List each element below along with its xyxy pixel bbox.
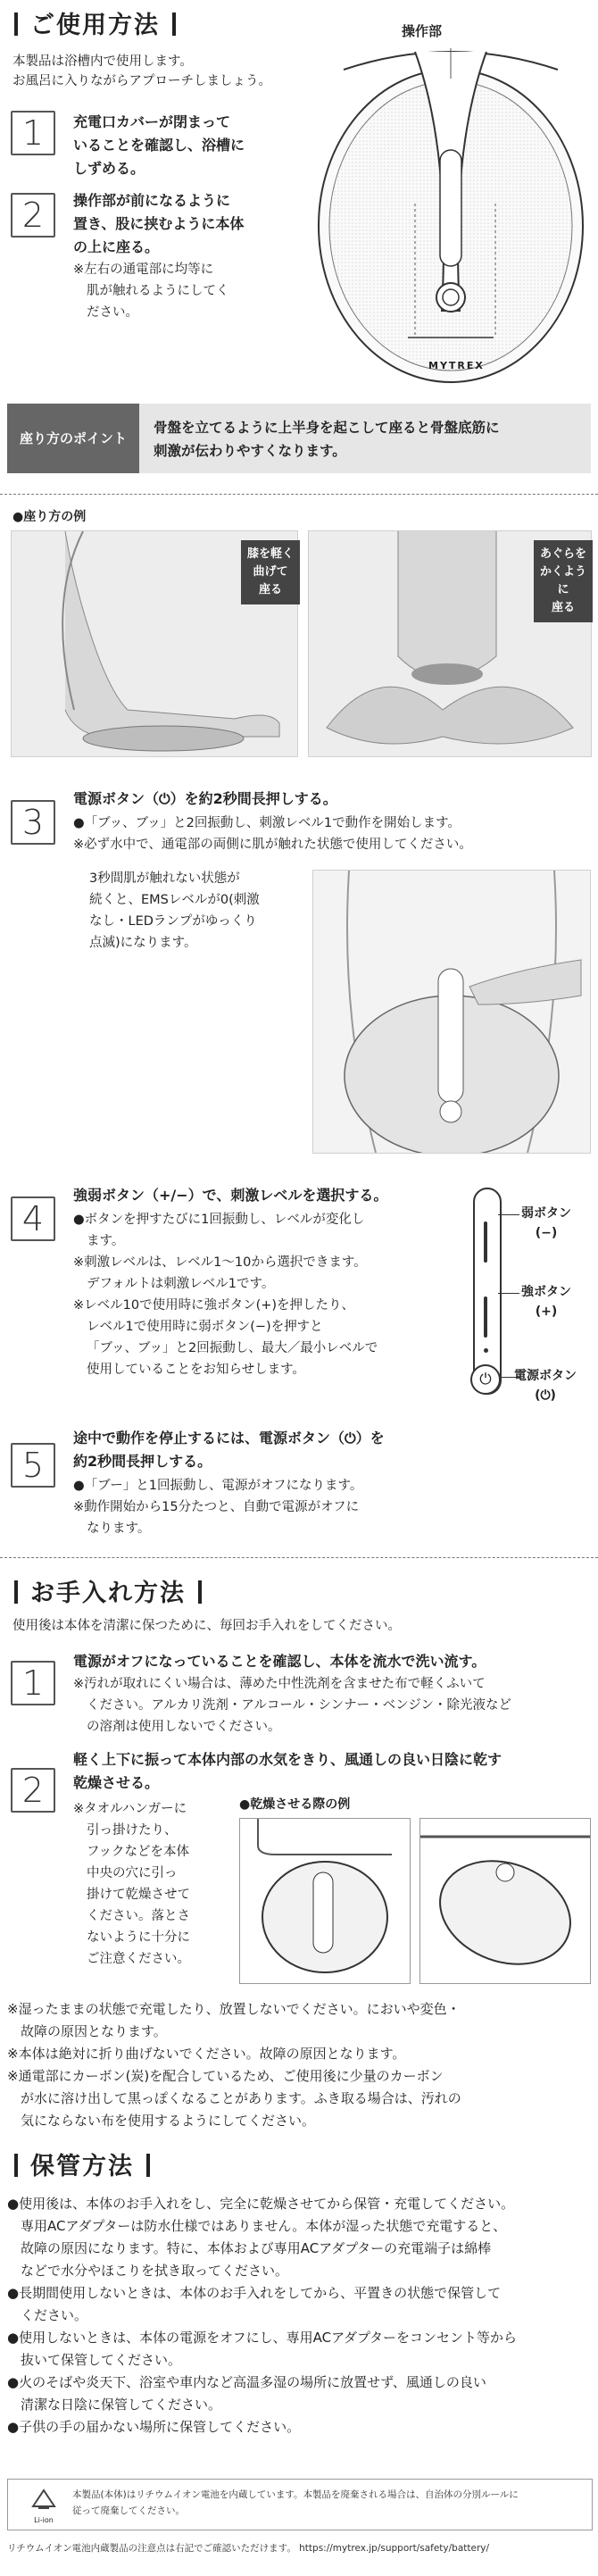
- weak-button-label: 弱ボタン (−): [521, 1206, 571, 1240]
- divider: [0, 1557, 598, 1558]
- care-step-1-notes: ※汚れが取れにくい場合は、薄めた中性洗剤を含ませた布で軽くふいて ください。アルカリ洗剤・アルコール・シンナー・ベンジン・除光液など の溶剤は使用しないでください。: [73, 1677, 511, 1734]
- care-section-title: お手入れ方法: [7, 1573, 202, 1608]
- tag-cross-legged: あぐらを かくように 座る: [534, 540, 593, 622]
- dry-example-label: ●乾燥させる際の例: [239, 1797, 351, 1812]
- tag-knees-bent: 膝を軽く 曲げて 座る: [241, 540, 300, 604]
- step-2-number: 2: [11, 193, 55, 238]
- step-3-bullets: ●「ブッ、ブッ」と2回振動し、刺激レベル1で動作を開始します。 ※必ず水中で、通電部の両側に肌が触れた状態で使用してください。: [73, 816, 472, 852]
- seating-example-label: ●座り方の例: [12, 510, 87, 524]
- care-step-1-number: 1: [11, 1661, 55, 1705]
- step-3-sub-note: 3秒間肌が触れない状態が 続くと、EMSレベルが0(刺激 なし・LEDランプがゆっくり 点滅)になります。: [89, 871, 260, 950]
- recycle-notice-text: 本製品(本体)はリチウムイオン電池を内蔵しています。本製品を廃棄される場合は、自治体の分別ルールに 従って廃棄してください。: [72, 2489, 519, 2516]
- recycle-notice-box: [7, 2479, 593, 2530]
- step-4-number: 4: [11, 1196, 55, 1241]
- storage-section-title: 保管方法: [7, 2147, 150, 2181]
- care-step-2-heading: 軽く上下に振って本体内部の水気をきり、風通しの良い日陰に乾す 乾燥させる。: [73, 1751, 502, 1791]
- strong-button-label: 強ボタン (+): [521, 1285, 571, 1319]
- step-5-notes: ●「ブー」と1回振動し、電源がオフになります。 ※動作開始から15分たつと、自動で電源がオフに なります。: [73, 1479, 363, 1536]
- step-2-text: 操作部が前になるように 置き、股に挟むように本体 の上に座る。: [73, 192, 245, 255]
- care-step-2-number: 2: [11, 1768, 55, 1813]
- device-brand: MYTREX: [428, 360, 485, 371]
- step-2-note: ※左右の通電部に均等に 肌が触れるようにしてく ださい。: [73, 263, 229, 320]
- step-5-number: 5: [11, 1443, 55, 1488]
- power-button-label: 電源ボタン (⏻): [514, 1369, 577, 1403]
- power-button-icon: ⏻: [470, 1364, 501, 1395]
- battery-footer-note: リチウムイオン電池内蔵製品の注意点は右記でご確認いただけます。 https://mytrex.jp/support/safety/battery/: [7, 2543, 490, 2554]
- divider: [0, 494, 598, 495]
- step-4-notes: ※刺激レベルは、レベル1～10から選択できます。 デフォルトは刺激レベル1です。 ※レベル10で使用時に強ボタン(+)を押したり、 レベル1で使用時に弱ボタン(−)を押すと 「ブッ、ブッ」と2回振動し、最大／最小レベルで 使用していることをお知らせします。: [73, 1255, 378, 1377]
- step-4-bullet: ●ボタンを押すたびに1回振動し、レベルが変化し ます。: [73, 1213, 365, 1248]
- recycle-icon: Li-ion: [26, 2487, 62, 2522]
- seating-point-box: [7, 404, 591, 473]
- step-3-number: 3: [11, 800, 55, 845]
- care-intro: 使用後は本体を清潔に保つために、毎回お手入れをしてください。: [12, 1619, 401, 1633]
- care-step-1-heading: 電源がオフになっていることを確認し、本体を流水で洗い流す。: [73, 1653, 486, 1670]
- step-5-heading: 途中で動作を停止するには、電源ボタン（⏻）を 約2秒間長押しする。: [73, 1430, 385, 1470]
- seating-point-text: 骨盤を立てるように上半身を起こして座ると骨盤底筋に 刺激が伝わりやすくなります。: [154, 420, 500, 459]
- care-warnings: ※湿ったままの状態で充電したり、放置しないでください。においや変色・ 故障の原因となります。 ※本体は絶対に折り曲げないでください。故障の原因となります。 ※通電部にカーボン(炭)を配合しているため、ご使用後に少量のカーボン が水に溶け出して黒っぽくなることがあります。ふき取る場合は、汚れの 気にならない布を使用するようにしてください。: [7, 2001, 461, 2129]
- usage-intro: 本製品は浴槽内で使用します。 お風呂に入りながらアプローチしましょう。: [12, 54, 271, 88]
- step-1-number: 1: [11, 111, 55, 155]
- care-step-2-notes: ※タオルハンガーに 引っ掛けたり、 フックなどを本体 中央の穴に引っ 掛けて乾燥させて ください。落とさ ないように十分に ご注意ください。: [73, 1802, 190, 1966]
- dry-example-towel-hanger: [419, 1818, 591, 1984]
- storage-list: ●使用後は、本体のお手入れをし、完全に乾燥させてから保管・充電してください。 専用ACアダプターは防水仕様ではありません。本体が湿った状態で充電すると、 故障の原因になります。特に、本体および専用ACアダプターの充電端子は綿棒 などで水分やほこりを拭き取ってください。 ●長期間使用しないときは、本体のお手入れをしてから、平置きの状態で保管して ください。 ●使用しないときは、本体の電源をオフにし、専用ACアダプターをコンセント等から 抜いて保管してください。 ●火のそばや炎天下、浴室や車内など高温多湿の場所に放置せず、風通しの良い 清潔な日陰に保管してください。 ●子供の手の届かない場所に保管してください。: [7, 2196, 518, 2435]
- seating-point-label: 座り方のポイント: [7, 404, 139, 473]
- device-illustration: [308, 43, 594, 400]
- step-3-heading: 電源ボタン（⏻）を約2秒間長押しする。: [73, 790, 337, 807]
- step-4-heading: 強弱ボタン（+/−）で、刺激レベルを選択する。: [73, 1187, 388, 1204]
- device-label: 操作部: [402, 23, 443, 39]
- step-3-photo: [312, 870, 591, 1154]
- dry-example-hook: [239, 1818, 411, 1984]
- step-1-text: 充電口カバーが閉まって いることを確認し、浴槽に しずめる。: [73, 113, 245, 177]
- usage-section-title: ご使用方法: [7, 5, 176, 40]
